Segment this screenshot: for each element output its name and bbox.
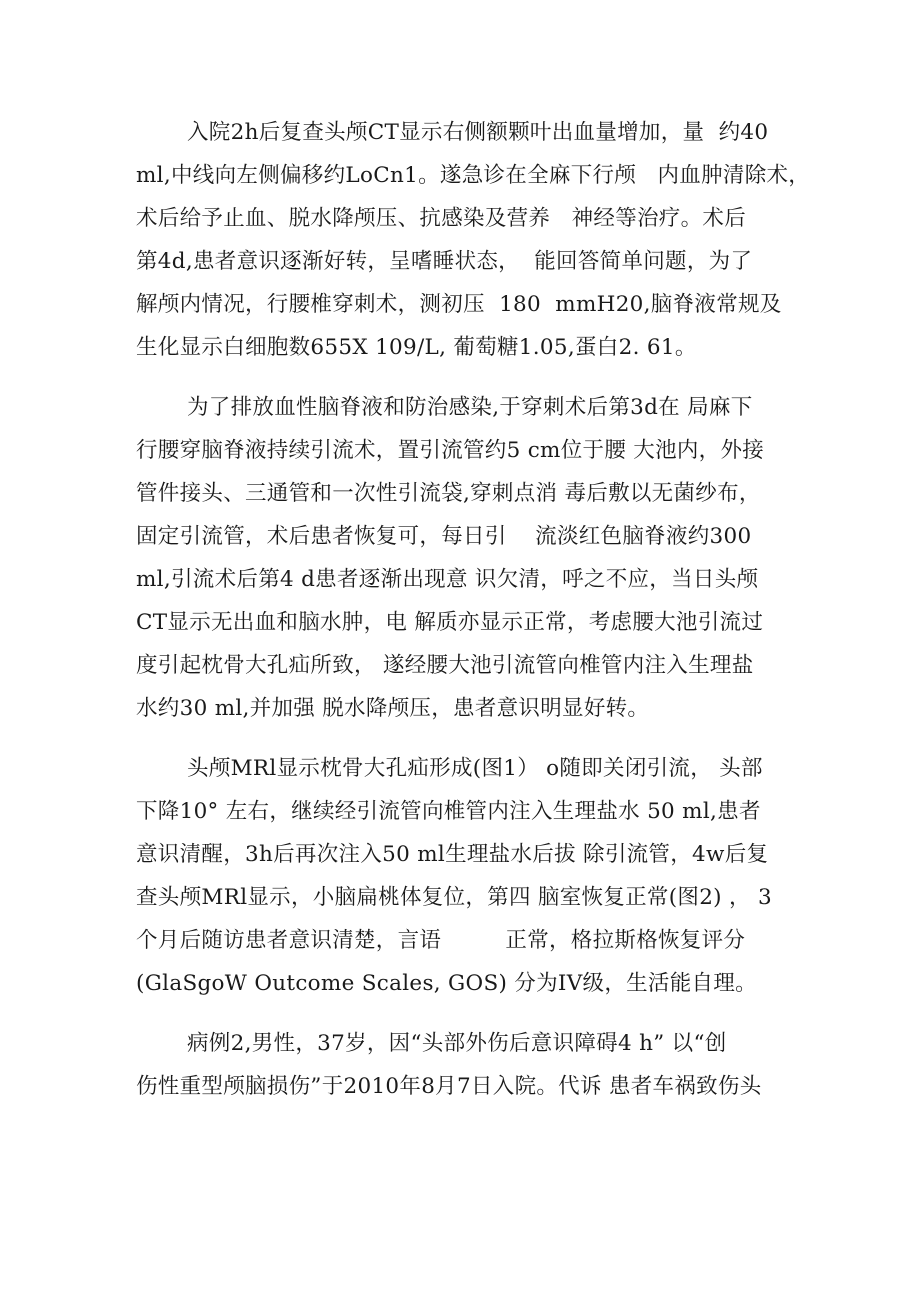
text-line: 伤性重型颅脑损伤”于2010年8月7日入院。代诉 患者车祸致伤头 xyxy=(136,1074,762,1099)
text-line: 下降10° 左右，继续经引流管向椎管内注入生理盐水 50 ml,患者 xyxy=(136,799,761,824)
text-line: ml,中线向左侧偏移约LoCn1。遂急诊在全麻下行颅 内血肿清除术， xyxy=(136,163,811,188)
text-line: 为了排放血性脑脊液和防治感染,于穿刺术后第3d在 局麻下 xyxy=(187,395,753,420)
text-line: 个月后随访患者意识清楚，言语 正常，格拉斯格恢复评分 xyxy=(136,928,746,953)
text-line: 固定引流管，术后患者恢复可，每日引 流淡红色脑脊液约300 xyxy=(136,524,752,549)
text-line: 生化显示白细胞数655X 109/L, 葡萄糖1.05,蛋白2. 61。 xyxy=(136,335,697,360)
text-line: CT显示无出血和脑水肿，电 解质亦显示正常，考虑腰大池引流过 xyxy=(136,610,764,635)
text-line: 入院2h后复查头颅CT显示右侧额颗叶出血量增加，量 约40 xyxy=(187,120,769,145)
text-line: 术后给予止血、脱水降颅压、抗感染及营养 神经等治疗。术后 xyxy=(136,206,747,231)
text-line: (GlaSgoW Outcome Scales, GOS) 分为IV级，生活能自理。 xyxy=(136,971,757,996)
text-line: 第4d,患者意识逐渐好转，呈嗜睡状态， 能回答简单问题，为了 xyxy=(136,249,753,274)
text-line: 查头颅MRl显示，小脑扁桃体复位，第四 脑室恢复正常(图2) ， 3 xyxy=(136,885,772,910)
text-line: 管件接头、三通管和一次性引流袋,穿刺点消 毒后敷以无菌纱布， xyxy=(136,481,761,506)
text-line: 头颅MRl显示枕骨大孔疝形成(图1） o随即关闭引流， 头部 xyxy=(187,756,763,781)
text-line: 病例2,男性，37岁，因“头部外伤后意识障碍4 h” 以“创 xyxy=(187,1031,727,1056)
text-line: 行腰穿脑脊液持续引流术，置引流管约5 cm位于腰 大池内，外接 xyxy=(136,438,765,463)
text-line: ml,引流术后第4 d患者逐渐出现意 识欠清，呼之不应，当日头颅 xyxy=(136,567,759,592)
text-line: 水约30 ml,并加强 脱水降颅压，患者意识明显好转。 xyxy=(136,696,650,721)
text-line: 度引起枕骨大孔疝所致， 遂经腰大池引流管向椎管内注入生理盐 xyxy=(136,653,754,678)
text-line: 解颅内情况，行腰椎穿刺术，测初压 180 mmH20,脑脊液常规及 xyxy=(136,292,782,317)
text-line: 意识清醒，3h后再次注入50 ml生理盐水后拔 除引流管，4w后复 xyxy=(136,842,769,867)
